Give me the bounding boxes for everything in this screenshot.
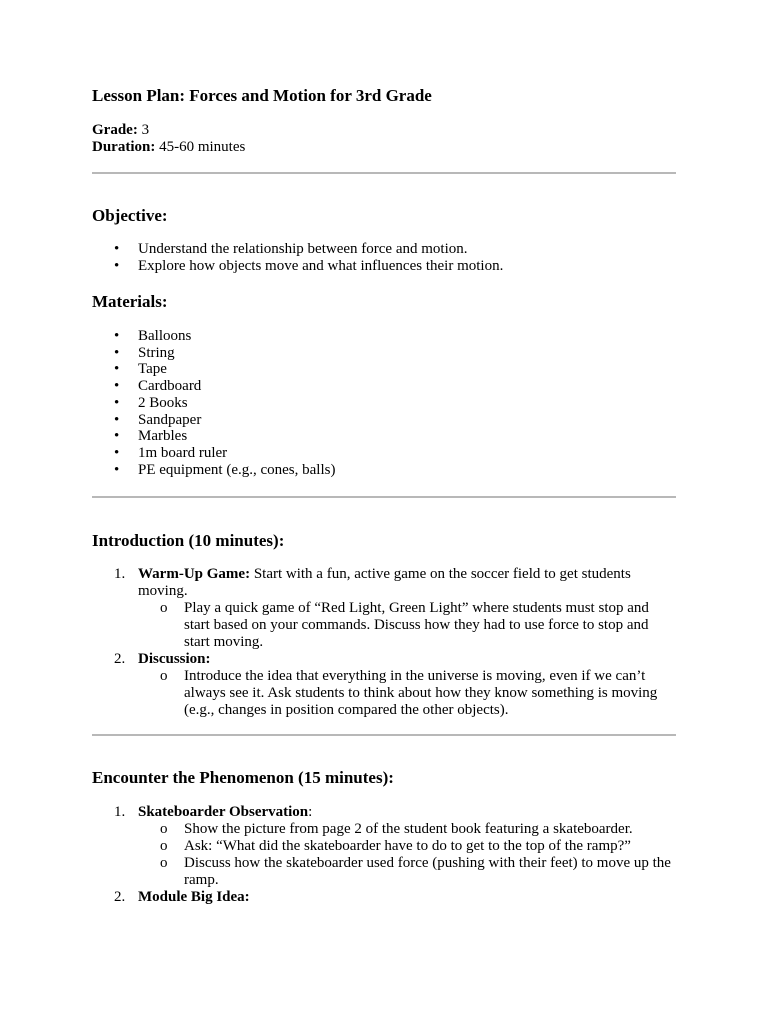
list-item: • Tape <box>92 361 676 378</box>
materials-heading: Materials: <box>92 292 168 311</box>
list-item: • 1m board ruler <box>92 445 676 462</box>
phenomenon-heading: Encounter the Phenomenon (15 minutes): <box>92 768 394 787</box>
divider <box>92 734 676 736</box>
divider <box>92 172 676 174</box>
step-text: Start with a fun, active game on the soccer field to get students moving. <box>138 566 631 599</box>
divider <box>92 496 676 498</box>
lesson-meta <box>92 122 676 156</box>
step-number: 2. <box>114 889 126 905</box>
step-number: 1. <box>114 804 126 820</box>
objective-heading: Objective: <box>92 206 168 225</box>
step-number: 2. <box>114 651 126 667</box>
grade-line <box>92 122 676 139</box>
phenomenon-steps <box>92 804 676 906</box>
sub-item: o Discuss how the skateboarder used force (pushing with their feet) to move up the ramp. <box>138 855 676 889</box>
step-item <box>92 889 676 906</box>
step-text: : <box>308 804 313 820</box>
list-item: • Marbles <box>92 428 676 445</box>
sub-list <box>138 668 676 719</box>
step-label: Discussion: <box>138 651 211 667</box>
page-title: Lesson Plan: Forces and Motion for 3rd Grade <box>92 86 432 105</box>
sub-item: o Show the picture from page 2 of the student book featuring a skateboarder. <box>138 821 676 838</box>
list-item: • Cardboard <box>92 378 676 395</box>
step-number: 1. <box>114 566 126 582</box>
list-item: • 2 Books <box>92 395 676 412</box>
duration-label: Duration: <box>92 139 156 155</box>
step-label: Warm-Up Game: <box>138 566 251 582</box>
list-item: • Balloons <box>92 328 676 345</box>
step-label: Skateboarder Observation <box>138 804 309 820</box>
list-item: • Explore how objects move and what influences their motion. <box>92 258 676 275</box>
step-item <box>92 651 676 719</box>
introduction-heading: Introduction (10 minutes): <box>92 531 285 550</box>
sub-item: o Ask: “What did the skateboarder have to do to get to the top of the ramp?” <box>138 838 676 855</box>
list-item: • String <box>92 345 676 362</box>
duration-line <box>92 139 676 156</box>
sub-item: o Introduce the idea that everything in the universe is moving, even if we can’t always see it. Ask students to think about how they know something is moving (e.g., changes in position compared the other objects). <box>138 668 676 719</box>
step-label: Module Big Idea: <box>138 889 250 905</box>
materials-list <box>92 328 676 478</box>
sub-list <box>138 600 676 651</box>
grade-value: 3 <box>137 122 150 138</box>
step-item <box>92 566 676 651</box>
list-item: • Sandpaper <box>92 412 676 429</box>
duration-value: 45-60 minutes <box>155 139 246 155</box>
objective-list <box>92 241 676 274</box>
grade-label: Grade: <box>92 122 138 138</box>
document-page <box>92 86 676 905</box>
list-item: • PE equipment (e.g., cones, balls) <box>92 462 676 479</box>
introduction-steps <box>92 566 676 719</box>
list-item: • Understand the relationship between force and motion. <box>92 241 676 258</box>
sub-list <box>138 821 676 889</box>
sub-item: o Play a quick game of “Red Light, Green Light” where students must stop and start based on your commands. Discuss how they had to use force to stop and start moving. <box>138 600 676 651</box>
step-item <box>92 804 676 889</box>
